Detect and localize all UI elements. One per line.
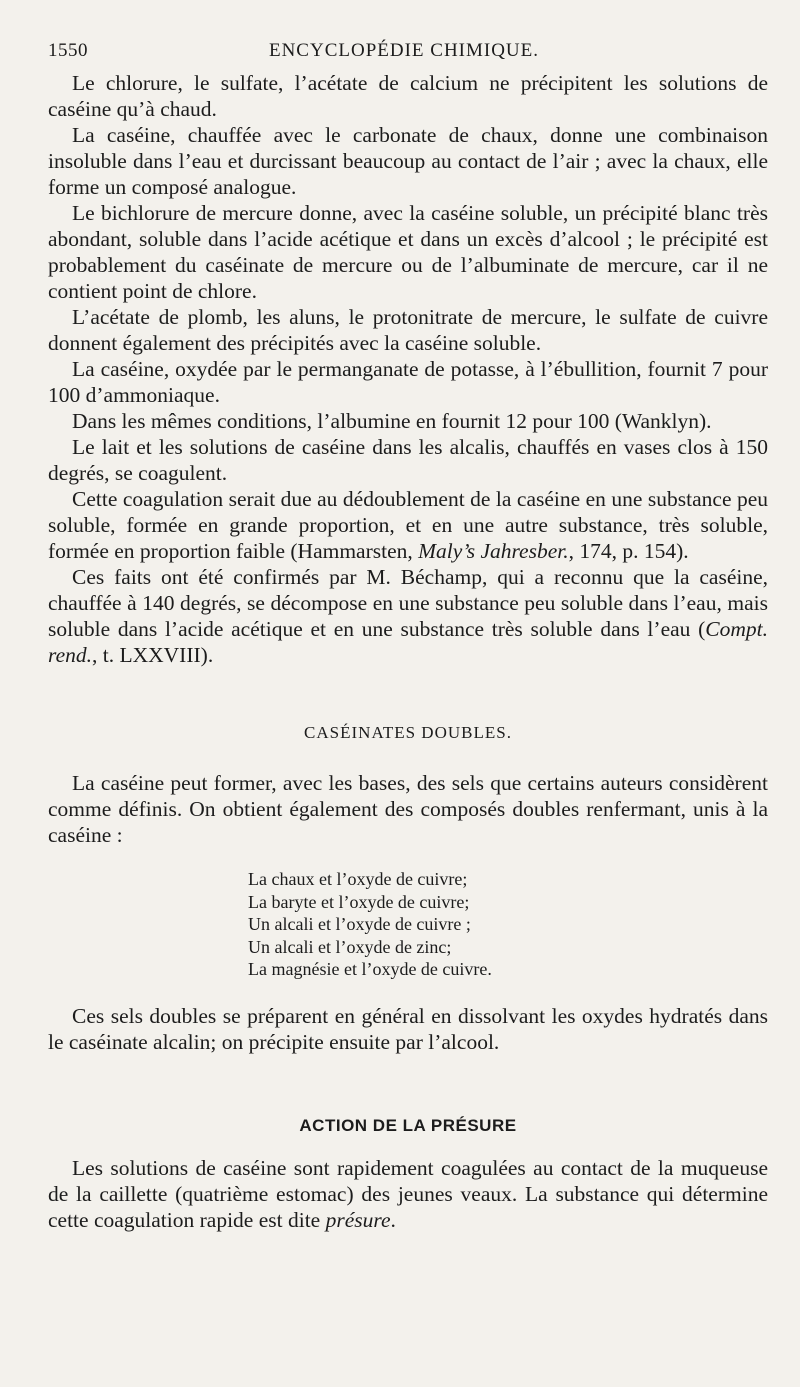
paragraph-lait: Le lait et les solutions de caséine dans les alcalis, chauffés en vases clos à 150 degrés, se coagulent.: [48, 435, 768, 485]
section-heading-caseinates: CASÉINATES DOUBLES.: [304, 723, 512, 742]
paragraph-carbonate: La caséine, chauffée avec le carbonate de chaux, donne une combinaison insoluble dans l’eau et durcissant beaucoup au contact de l’air ; avec la chaux, elle forme un composé analogue.: [48, 123, 768, 199]
paragraph-permanganate: La caséine, oxydée par le permanganate de potasse, à l’ébullition, fournit 7 pour 100 d’ammoniaque.: [48, 357, 768, 407]
bechamp-ref: , t. LXXVIII).: [92, 643, 214, 667]
presure-end: .: [390, 1207, 396, 1232]
paragraph-calcium: Le chlorure, le sulfate, l’acétate de calcium ne précipitent les solutions de caséine qu’à chaud.: [48, 71, 768, 121]
list-item: La baryte et l’oxyde de cuivre;: [248, 891, 470, 912]
presure-term: présure: [325, 1207, 391, 1232]
page-number: 1550: [48, 40, 88, 61]
presure-text: Les solutions de caséine sont rapidement coagulées au contact de la muqueuse de la caillette (quatrième estomac) des jeunes veaux. La substance qui détermine cette coagulation rapide est dite: [48, 1155, 768, 1232]
paragraph-albumine: Dans les mêmes conditions, l’albumine en fournit 12 pour 100 (Wanklyn).: [72, 409, 712, 433]
bechamp-text: Ces faits ont été confirmés par M. Béchamp, qui a reconnu que la caséine, chauffée à 140 degrés, se décompose en une substance peu soluble dans l’eau, mais soluble dans l’acide acétique et en une substance très soluble dans l’eau (: [48, 565, 768, 641]
hammarsten-text: Cette coagulation serait due au dédoublement de la caséine en une substance peu soluble, formée en grande proportion, et en une autre substance, très soluble, formée en proportion faible (Hammarsten,: [48, 487, 768, 563]
paragraph-presure: [48, 1155, 768, 1233]
paragraph-hammarsten: [48, 486, 768, 564]
list-item: Un alcali et l’oxyde de cuivre ;: [248, 914, 471, 934]
paragraph-acetate-plomb: L’acétate de plomb, les aluns, le protonitrate de mercure, le sulfate de cuivre donnent également des précipités avec la caséine soluble.: [48, 305, 768, 355]
hammarsten-citation: Maly’s Jahresber.: [418, 539, 569, 563]
list-item: La magnésie et l’oxyde de cuivre.: [248, 959, 492, 979]
page-header: [48, 40, 760, 66]
paragraph-bichlorure: Le bichlorure de mercure donne, avec la caséine soluble, un précipité blanc très abondant, soluble dans l’acide acétique et dans un excès d’alcool ; le précipité est probablement du caséinate de mercure ou de l’albuminate de mercure, car il ne contient point de chlore.: [48, 201, 768, 303]
paragraph-caseinates-intro: La caséine peut former, avec les bases, des sels que certains auteurs considèrent comme définis. On obtient également des composés doubles renfermant, unis à la caséine :: [48, 771, 768, 847]
list-item: La chaux et l’oxyde de cuivre;: [248, 869, 468, 889]
double-compounds-list: [248, 868, 768, 981]
list-item: Un alcali et l’oxyde de zinc;: [248, 936, 452, 957]
hammarsten-ref: , 174, p. 154).: [568, 539, 689, 563]
bechamp-citation: Compt. rend.: [48, 617, 768, 667]
paragraph-bechamp: [48, 564, 768, 668]
page-body: [48, 70, 768, 1233]
paragraph-caseinates-outro: Ces sels doubles se préparent en général en dissolvant les oxydes hydratés dans le caséinate alcalin; on précipite ensuite par l’alcool.: [48, 1003, 768, 1054]
running-title: ENCYCLOPÉDIE CHIMIQUE.: [268, 40, 540, 61]
section-heading-presure: ACTION DE LA PRÉSURE: [299, 1115, 517, 1135]
